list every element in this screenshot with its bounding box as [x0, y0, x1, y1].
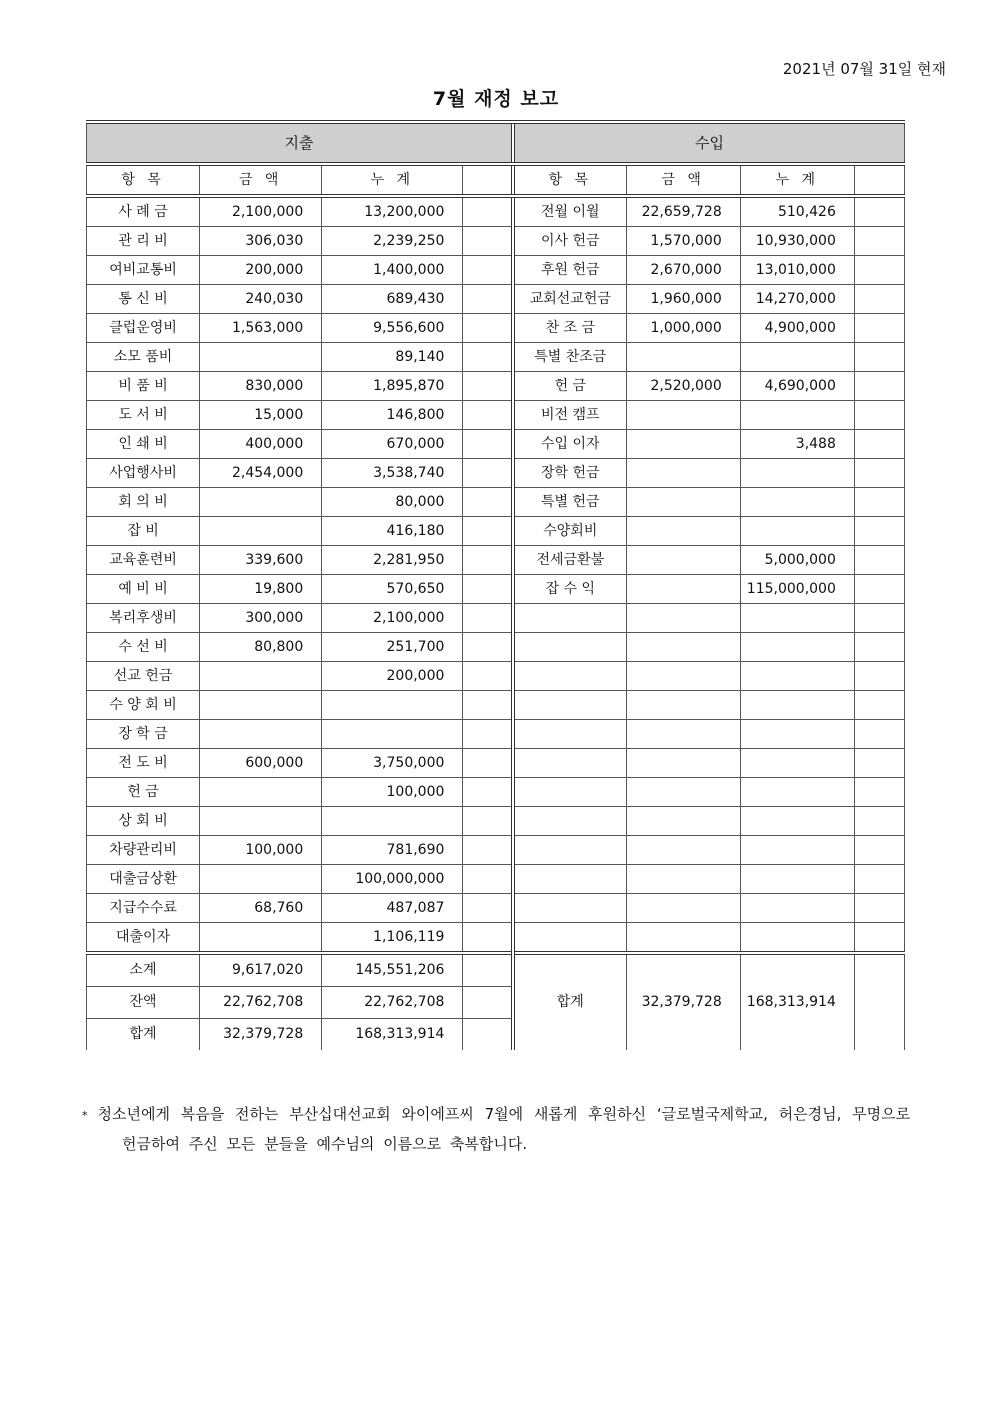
expense-blank: [463, 691, 513, 720]
income-item: 잡 수 익: [513, 575, 626, 604]
expense-blank: [463, 430, 513, 459]
finance-table: [86, 120, 905, 1050]
income-blank: [854, 923, 904, 954]
expense-item: 클럽운영비: [87, 314, 200, 343]
income-cumulative: [740, 517, 854, 546]
income-cumulative: [740, 778, 854, 807]
section-income: 수입: [513, 122, 905, 164]
income-blank: [854, 865, 904, 894]
income-amount: [626, 517, 740, 546]
expense-cumulative: 3,538,740: [322, 459, 463, 488]
expense-blank: [463, 196, 513, 227]
report-title: 7월 재정 보고: [432, 88, 560, 110]
income-amount: [626, 575, 740, 604]
expense-item: 소모 품비: [87, 343, 200, 372]
income-blank: [854, 575, 904, 604]
income-blank: [854, 459, 904, 488]
income-amount: 1,570,000: [626, 227, 740, 256]
table-row: [87, 720, 905, 749]
section-header-row: [87, 122, 905, 164]
income-amount: [626, 546, 740, 575]
expense-total-label: 잔액: [87, 987, 200, 1019]
expense-item: 헌 금: [87, 778, 200, 807]
expense-amount: [200, 488, 322, 517]
income-total-label: 합계: [513, 953, 626, 1050]
table-row: [87, 807, 905, 836]
expense-blank: [463, 720, 513, 749]
income-amount: [626, 691, 740, 720]
income-cumulative: [740, 401, 854, 430]
income-cumulative: 115,000,000: [740, 575, 854, 604]
expense-amount: [200, 517, 322, 546]
income-total-blank: [854, 953, 904, 1050]
expense-amount: [200, 662, 322, 691]
expense-amount: 15,000: [200, 401, 322, 430]
expense-amount: 1,563,000: [200, 314, 322, 343]
income-blank: [854, 372, 904, 401]
expense-item: 장 학 금: [87, 720, 200, 749]
expense-cumulative: 3,750,000: [322, 749, 463, 778]
expense-total-blank: [463, 1019, 513, 1051]
income-blank: [854, 633, 904, 662]
income-cumulative: 4,690,000: [740, 372, 854, 401]
expense-blank: [463, 749, 513, 778]
expense-amount: [200, 923, 322, 954]
expense-cumulative: 487,087: [322, 894, 463, 923]
income-blank: [854, 227, 904, 256]
income-cumulative: 13,010,000: [740, 256, 854, 285]
table-row: [87, 401, 905, 430]
income-item: [513, 865, 626, 894]
expense-amount: 2,100,000: [200, 196, 322, 227]
table-row: [87, 749, 905, 778]
expense-item: 대출금상환: [87, 865, 200, 894]
income-cumulative: 4,900,000: [740, 314, 854, 343]
expense-amount: [200, 343, 322, 372]
expense-cumulative: 146,800: [322, 401, 463, 430]
income-blank: [854, 691, 904, 720]
footnote: [82, 1100, 948, 1158]
income-amount: 1,960,000: [626, 285, 740, 314]
expense-blank: [463, 517, 513, 546]
footnote-text-1: 청소년에게 복음을 전하는 부산십대선교회 와이에프씨 7월에 새롭게 후원하신 ‘글로벌국제학교, 허은경님, 무명으로: [97, 1105, 911, 1123]
income-blank: [854, 343, 904, 372]
income-amount: [626, 807, 740, 836]
income-cumulative: [740, 691, 854, 720]
table-row: [87, 894, 905, 923]
expense-blank: [463, 778, 513, 807]
expense-item: 전 도 비: [87, 749, 200, 778]
table-row: [87, 662, 905, 691]
income-amount: [626, 343, 740, 372]
expense-cumulative: 1,895,870: [322, 372, 463, 401]
expense-cumulative: 1,106,119: [322, 923, 463, 954]
expense-blank: [463, 285, 513, 314]
income-amount: [626, 662, 740, 691]
expense-cumulative: [322, 691, 463, 720]
expense-amount: [200, 691, 322, 720]
income-item: [513, 894, 626, 923]
expense-blank: [463, 662, 513, 691]
expense-blank: [463, 488, 513, 517]
expense-cumulative: 781,690: [322, 836, 463, 865]
income-blank: [854, 604, 904, 633]
table-row: [87, 343, 905, 372]
income-item: 이사 헌금: [513, 227, 626, 256]
expense-cumulative: 1,400,000: [322, 256, 463, 285]
expense-blank: [463, 633, 513, 662]
income-amount: [626, 604, 740, 633]
column-header-row: [87, 164, 905, 196]
income-item: [513, 923, 626, 954]
income-blank: [854, 894, 904, 923]
col-income-item: 항 목: [513, 164, 626, 196]
expense-cumulative: [322, 720, 463, 749]
table-row: [87, 430, 905, 459]
expense-amount: [200, 778, 322, 807]
col-expense-cumulative: 누 계: [322, 164, 463, 196]
income-blank: [854, 778, 904, 807]
income-cumulative: [740, 865, 854, 894]
income-blank: [854, 196, 904, 227]
income-item: 비전 캠프: [513, 401, 626, 430]
expense-blank: [463, 865, 513, 894]
col-expense-item: 항 목: [87, 164, 200, 196]
income-amount: [626, 923, 740, 954]
total-row: [87, 953, 905, 987]
table-row: [87, 546, 905, 575]
income-item: 찬 조 금: [513, 314, 626, 343]
income-cumulative: [740, 459, 854, 488]
expense-total-amount: 9,617,020: [200, 953, 322, 987]
expense-item: 차량관리비: [87, 836, 200, 865]
table-row: [87, 256, 905, 285]
section-expense: 지출: [87, 122, 514, 164]
expense-item: 상 회 비: [87, 807, 200, 836]
income-blank: [854, 807, 904, 836]
income-amount: 1,000,000: [626, 314, 740, 343]
expense-amount: 240,030: [200, 285, 322, 314]
expense-blank: [463, 227, 513, 256]
expense-cumulative: 2,100,000: [322, 604, 463, 633]
income-amount: [626, 633, 740, 662]
income-cumulative: 3,488: [740, 430, 854, 459]
expense-item: 수 선 비: [87, 633, 200, 662]
table-row: [87, 227, 905, 256]
income-amount: [626, 894, 740, 923]
income-cumulative: [740, 894, 854, 923]
income-amount: [626, 488, 740, 517]
expense-blank: [463, 372, 513, 401]
income-cumulative: 14,270,000: [740, 285, 854, 314]
income-total-cumulative: 168,313,914: [740, 953, 854, 1050]
expense-amount: 100,000: [200, 836, 322, 865]
expense-blank: [463, 343, 513, 372]
expense-item: 도 서 비: [87, 401, 200, 430]
expense-blank: [463, 546, 513, 575]
income-blank: [854, 720, 904, 749]
income-blank: [854, 488, 904, 517]
expense-blank: [463, 836, 513, 865]
income-item: [513, 604, 626, 633]
income-item: 수입 이자: [513, 430, 626, 459]
table-row: [87, 459, 905, 488]
table-row: [87, 285, 905, 314]
expense-amount: 400,000: [200, 430, 322, 459]
income-amount: [626, 749, 740, 778]
income-amount: 22,659,728: [626, 196, 740, 227]
income-item: [513, 691, 626, 720]
footnote-line-2: 헌금하여 주신 모든 분들을 예수님의 이름으로 축복합니다.: [122, 1135, 528, 1153]
income-amount: [626, 720, 740, 749]
table-row: [87, 488, 905, 517]
income-item: [513, 749, 626, 778]
income-item: 전월 이월: [513, 196, 626, 227]
table-row: [87, 517, 905, 546]
income-cumulative: [740, 633, 854, 662]
expense-blank: [463, 256, 513, 285]
income-blank: [854, 836, 904, 865]
expense-amount: 200,000: [200, 256, 322, 285]
income-cumulative: [740, 836, 854, 865]
expense-cumulative: 80,000: [322, 488, 463, 517]
expense-cumulative: 689,430: [322, 285, 463, 314]
income-item: [513, 836, 626, 865]
income-blank: [854, 314, 904, 343]
expense-total-label: 합계: [87, 1019, 200, 1051]
income-total-amount: 32,379,728: [626, 953, 740, 1050]
table-row: [87, 372, 905, 401]
expense-amount: 600,000: [200, 749, 322, 778]
expense-cumulative: 251,700: [322, 633, 463, 662]
expense-total-cumulative: 145,551,206: [322, 953, 463, 987]
expense-amount: 306,030: [200, 227, 322, 256]
expense-cumulative: 570,650: [322, 575, 463, 604]
table-row: [87, 691, 905, 720]
expense-blank: [463, 807, 513, 836]
income-blank: [854, 749, 904, 778]
income-cumulative: 10,930,000: [740, 227, 854, 256]
income-amount: [626, 778, 740, 807]
expense-cumulative: 13,200,000: [322, 196, 463, 227]
expense-amount: [200, 807, 322, 836]
expense-cumulative: 200,000: [322, 662, 463, 691]
table-row: [87, 196, 905, 227]
income-blank: [854, 517, 904, 546]
table-row: [87, 836, 905, 865]
table-row: [87, 778, 905, 807]
expense-item: 잡 비: [87, 517, 200, 546]
expense-item: 수 양 회 비: [87, 691, 200, 720]
expense-amount: 830,000: [200, 372, 322, 401]
expense-item: 회 의 비: [87, 488, 200, 517]
table-row: [87, 575, 905, 604]
expense-item: 선교 헌금: [87, 662, 200, 691]
income-cumulative: [740, 488, 854, 517]
income-cumulative: [740, 749, 854, 778]
income-item: 헌 금: [513, 372, 626, 401]
col-income-amount: 금 액: [626, 164, 740, 196]
expense-item: 복리후생비: [87, 604, 200, 633]
report-date: 2021년 07월 31일 현재: [782, 60, 946, 78]
income-cumulative: [740, 807, 854, 836]
expense-amount: 2,454,000: [200, 459, 322, 488]
expense-item: 관 리 비: [87, 227, 200, 256]
expense-cumulative: [322, 807, 463, 836]
expense-cumulative: 416,180: [322, 517, 463, 546]
table-row: [87, 314, 905, 343]
income-cumulative: 510,426: [740, 196, 854, 227]
expense-blank: [463, 575, 513, 604]
expense-blank: [463, 459, 513, 488]
expense-amount: 339,600: [200, 546, 322, 575]
income-item: 장학 헌금: [513, 459, 626, 488]
expense-total-cumulative: 168,313,914: [322, 1019, 463, 1051]
expense-total-cumulative: 22,762,708: [322, 987, 463, 1019]
expense-cumulative: 670,000: [322, 430, 463, 459]
income-amount: [626, 430, 740, 459]
expense-item: 지급수수료: [87, 894, 200, 923]
income-cumulative: [740, 662, 854, 691]
expense-item: 대출이자: [87, 923, 200, 954]
expense-blank: [463, 401, 513, 430]
income-amount: 2,670,000: [626, 256, 740, 285]
expense-cumulative: 2,239,250: [322, 227, 463, 256]
expense-item: 예 비 비: [87, 575, 200, 604]
expense-blank: [463, 923, 513, 954]
income-amount: [626, 865, 740, 894]
income-blank: [854, 285, 904, 314]
income-item: 교회선교헌금: [513, 285, 626, 314]
income-blank: [854, 546, 904, 575]
income-amount: [626, 401, 740, 430]
expense-item: 통 신 비: [87, 285, 200, 314]
income-blank: [854, 430, 904, 459]
table-row: [87, 865, 905, 894]
table-row: [87, 604, 905, 633]
col-expense-blank: [463, 164, 513, 196]
expense-amount: 300,000: [200, 604, 322, 633]
expense-item: 사 례 금: [87, 196, 200, 227]
income-cumulative: [740, 923, 854, 954]
income-item: [513, 807, 626, 836]
expense-blank: [463, 604, 513, 633]
expense-cumulative: 89,140: [322, 343, 463, 372]
income-item: [513, 778, 626, 807]
table-row: [87, 923, 905, 954]
expense-blank: [463, 314, 513, 343]
expense-total-blank: [463, 953, 513, 987]
expense-amount: 80,800: [200, 633, 322, 662]
expense-amount: 19,800: [200, 575, 322, 604]
col-expense-amount: 금 액: [200, 164, 322, 196]
col-income-blank: [854, 164, 904, 196]
income-item: 수양회비: [513, 517, 626, 546]
expense-total-label: 소계: [87, 953, 200, 987]
expense-amount: 68,760: [200, 894, 322, 923]
income-blank: [854, 401, 904, 430]
expense-amount: [200, 720, 322, 749]
expense-cumulative: 2,281,950: [322, 546, 463, 575]
expense-cumulative: 9,556,600: [322, 314, 463, 343]
expense-total-amount: 32,379,728: [200, 1019, 322, 1051]
income-blank: [854, 662, 904, 691]
income-amount: [626, 459, 740, 488]
income-cumulative: [740, 343, 854, 372]
income-item: 특별 헌금: [513, 488, 626, 517]
income-cumulative: [740, 604, 854, 633]
expense-cumulative: 100,000,000: [322, 865, 463, 894]
expense-blank: [463, 894, 513, 923]
expense-item: 교육훈련비: [87, 546, 200, 575]
col-income-cumulative: 누 계: [740, 164, 854, 196]
expense-total-blank: [463, 987, 513, 1019]
income-blank: [854, 256, 904, 285]
income-amount: [626, 836, 740, 865]
income-amount: 2,520,000: [626, 372, 740, 401]
footnote-marker: *: [82, 1109, 88, 1122]
table-row: [87, 633, 905, 662]
expense-cumulative: 100,000: [322, 778, 463, 807]
income-item: 후원 헌금: [513, 256, 626, 285]
expense-item: 인 쇄 비: [87, 430, 200, 459]
income-item: [513, 633, 626, 662]
footnote-line-1: [82, 1100, 948, 1130]
expense-item: 여비교통비: [87, 256, 200, 285]
income-item: 특별 찬조금: [513, 343, 626, 372]
income-item: [513, 720, 626, 749]
expense-item: 비 품 비: [87, 372, 200, 401]
income-cumulative: 5,000,000: [740, 546, 854, 575]
income-item: [513, 662, 626, 691]
expense-item: 사업행사비: [87, 459, 200, 488]
expense-amount: [200, 865, 322, 894]
income-item: 전세금환불: [513, 546, 626, 575]
income-cumulative: [740, 720, 854, 749]
expense-total-amount: 22,762,708: [200, 987, 322, 1019]
